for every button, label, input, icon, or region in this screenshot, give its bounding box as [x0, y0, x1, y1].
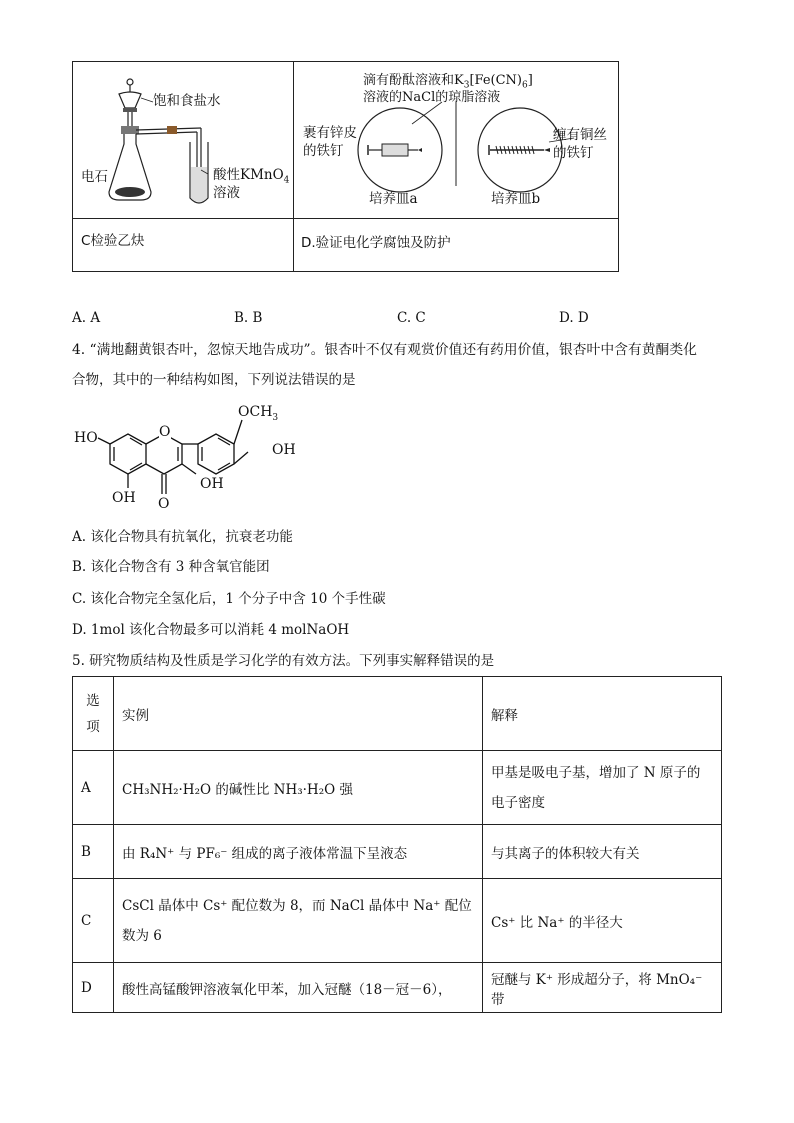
- structure-oh-right: OH: [272, 442, 296, 458]
- d-figure-top-label-line1: 滴有酚酞溶液和$K_3[Fe(CN)_6]$: [363, 73, 533, 91]
- q3-table: [72, 61, 619, 272]
- label-kmno4-line1: 酸性KMnO$_4$: [213, 167, 290, 186]
- row-c-option: C: [73, 879, 114, 963]
- header-option: 选 项: [73, 677, 114, 751]
- table-row: [73, 963, 722, 1013]
- q4-option-c: C. 该化合物完全氢化后，1 个分子中含 10 个手性碳: [72, 591, 386, 607]
- structure-o-carbonyl: O: [158, 496, 170, 512]
- q4-option-b: B. 该化合物含有 3 种含氧官能团: [72, 559, 270, 575]
- row-d-option: D: [73, 963, 114, 1013]
- row-c-example: CsCl 晶体中 Cs⁺ 配位数为 8，而 NaCl 晶体中 Na⁺ 配位 数为 6: [114, 879, 483, 963]
- q4-option-a: A. 该化合物具有抗氧化，抗衰老功能: [72, 529, 293, 545]
- label-zinc-wrapped-nail-1: 裹有锌皮: [303, 125, 357, 141]
- row-a-example: CH₃NH₂·H₂O 的碱性比 NH₃·H₂O 强: [114, 751, 483, 825]
- cell-d-caption: D.验证电化学腐蚀及防护: [301, 235, 451, 251]
- q4-stem-line2: 合物，其中的一种结构如图，下列说法错误的是: [72, 372, 356, 388]
- structure-oh-bottom: OH: [112, 490, 136, 506]
- structure-oh-mid: OH: [200, 476, 224, 492]
- label-dish-a: 培养皿a: [369, 191, 418, 207]
- q4-option-d: D. 1mol 该化合物最多可以消耗 4 molNaOH: [72, 622, 350, 638]
- label-saturated-brine: 饱和食盐水: [153, 93, 221, 109]
- table-row: [73, 751, 722, 825]
- row-d-explanation: 冠醚与 K⁺ 形成超分子，将 MnO₄⁻ 带: [483, 963, 722, 1013]
- header-explanation: 解释: [483, 677, 722, 751]
- label-kmno4-line2: 溶液: [213, 185, 240, 201]
- q3-option-b: B. B: [234, 310, 263, 326]
- structure-ho-left: HO: [74, 430, 98, 446]
- label-copper-wrapped-nail-2: 的铁钉: [553, 145, 594, 161]
- table-header-row: [73, 677, 722, 751]
- label-dish-b: 培养皿b: [491, 191, 541, 207]
- row-b-example: 由 R₄N⁺ 与 PF₆⁻ 组成的离子液体常温下呈液态: [114, 825, 483, 879]
- label-copper-wrapped-nail-1: 缠有铜丝: [553, 127, 607, 143]
- acetylene-apparatus-figure: [73, 62, 293, 218]
- q3-option-a: A. A: [72, 310, 101, 326]
- d-figure-top-label-line2: 溶液的NaCl的琼脂溶液: [363, 90, 501, 105]
- label-zinc-wrapped-nail-2: 的铁钉: [303, 143, 344, 159]
- q4-stem-line1: 4. “满地翻黄银杏叶，忽惊天地告成功”。银杏叶不仅有观赏价值还有药用价值，银杏叶中含有黄酮类化: [72, 342, 697, 358]
- structure-o-ring: O: [159, 424, 171, 440]
- row-b-explanation: 与其离子的体积较大有关: [483, 825, 722, 879]
- structure-och3: $OCH_3$: [238, 404, 279, 423]
- q3-horizontal-divider: [73, 218, 618, 219]
- table-row: [73, 825, 722, 879]
- label-calcium-carbide: 电石: [81, 169, 108, 185]
- row-d-example: 酸性高锰酸钾溶液氧化甲苯，加入冠醚（18－冠－6），: [114, 963, 483, 1013]
- row-b-option: B: [73, 825, 114, 879]
- cell-c-caption: C检验乙炔: [81, 233, 145, 249]
- row-c-explanation: Cs⁺ 比 Na⁺ 的半径大: [483, 879, 722, 963]
- header-example: 实例: [114, 677, 483, 751]
- q3-option-d: D. D: [559, 310, 589, 326]
- q5-stem: 5. 研究物质结构及性质是学习化学的有效方法。下列事实解释错误的是: [72, 653, 495, 669]
- row-a-option: A: [73, 751, 114, 825]
- table-row: [73, 879, 722, 963]
- row-a-explanation: 甲基是吸电子基，增加了 N 原子的 电子密度: [483, 751, 722, 825]
- q5-table: [72, 676, 722, 1013]
- q3-option-c: C. C: [397, 310, 426, 326]
